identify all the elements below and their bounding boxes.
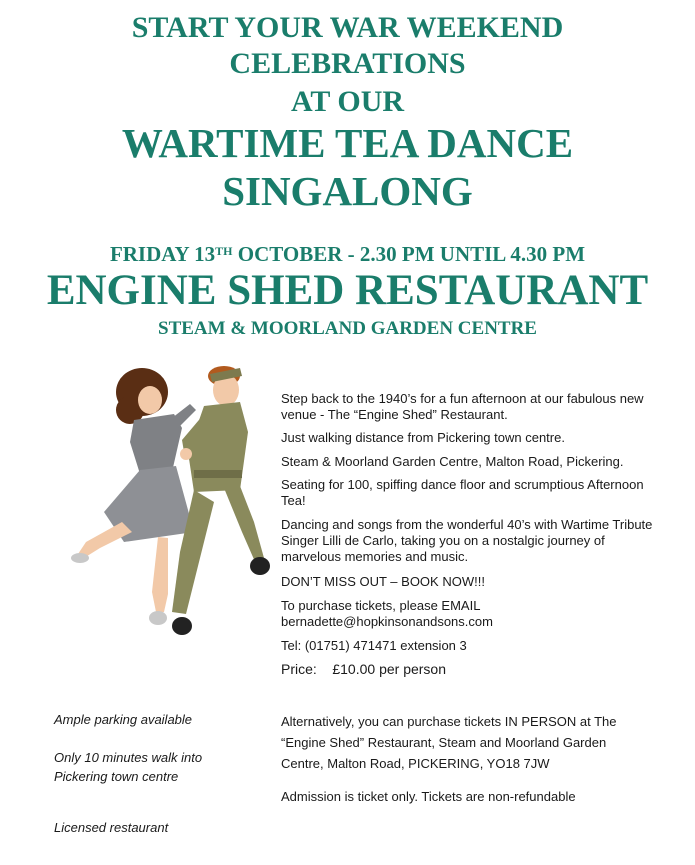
entertainment-text: Dancing and songs from the wonderful 40’s with Wartime Tribute Singer Lilli de Carlo, taking you on a nostalgic journey of marvelous memories and music.	[281, 517, 653, 564]
address-text: Steam & Moorland Garden Centre, Malton Road, Pickering.	[281, 454, 624, 469]
event-title-2: SINGALONG	[222, 168, 473, 214]
price-value: £10.00 per person	[332, 661, 446, 677]
headline-line-2: CELEBRATIONS	[229, 47, 466, 80]
event-date	[0, 241, 695, 267]
intro-paragraph: Step back to the 1940’s for a fun afternoon at our fabulous new venue - The “Engine Shed” Restaurant.	[281, 391, 644, 422]
telephone-text: Tel: (01751) 471471 extension 3	[281, 638, 467, 653]
event-title-1: WARTIME TEA DANCE	[121, 120, 574, 166]
price-text	[281, 661, 666, 677]
event-date-suffix: TH	[215, 244, 233, 258]
book-now-text: DON’T MISS OUT – BOOK NOW!!!	[281, 574, 485, 589]
venue-location: STEAM & MOORLAND GARDEN CENTRE	[158, 318, 537, 339]
event-date-rest: OCTOBER - 2.30 PM UNTIL 4.30 PM	[237, 242, 586, 266]
parking-note: Ample parking available	[54, 712, 193, 727]
in-person-purchase-text: Alternatively, you can purchase tickets IN PERSON at The “Engine Shed” Restaurant, Steam and Moorland Garden Centre, Malton Road, PICKERING, YO18 7JW	[281, 714, 617, 771]
admission-text: Admission is ticket only. Tickets are non-refundable	[281, 789, 576, 804]
event-date-day: FRIDAY 13	[109, 242, 216, 266]
dancing-couple-icon	[64, 362, 274, 652]
walking-distance-text: Just walking distance from Pickering town centre.	[281, 430, 565, 445]
venue-name: ENGINE SHED RESTAURANT	[46, 267, 649, 314]
purchase-email-label: To purchase tickets, please EMAIL	[281, 598, 481, 613]
walk-note-line-2: Pickering town centre	[54, 769, 179, 784]
price-label: Price:	[281, 661, 317, 677]
headline-line-3: AT OUR	[290, 85, 405, 118]
walk-note-line-1: Only 10 minutes walk into	[54, 750, 203, 765]
dancing-couple-illustration	[64, 362, 274, 652]
headline-line-1: START YOUR WAR WEEKEND	[131, 11, 564, 44]
seating-text: Seating for 100, spiffing dance floor and scrumptious Afternoon Tea!	[281, 477, 644, 508]
email-link[interactable]: bernadette@hopkinsonandsons.com	[281, 614, 493, 629]
licensed-note: Licensed restaurant	[54, 820, 169, 835]
